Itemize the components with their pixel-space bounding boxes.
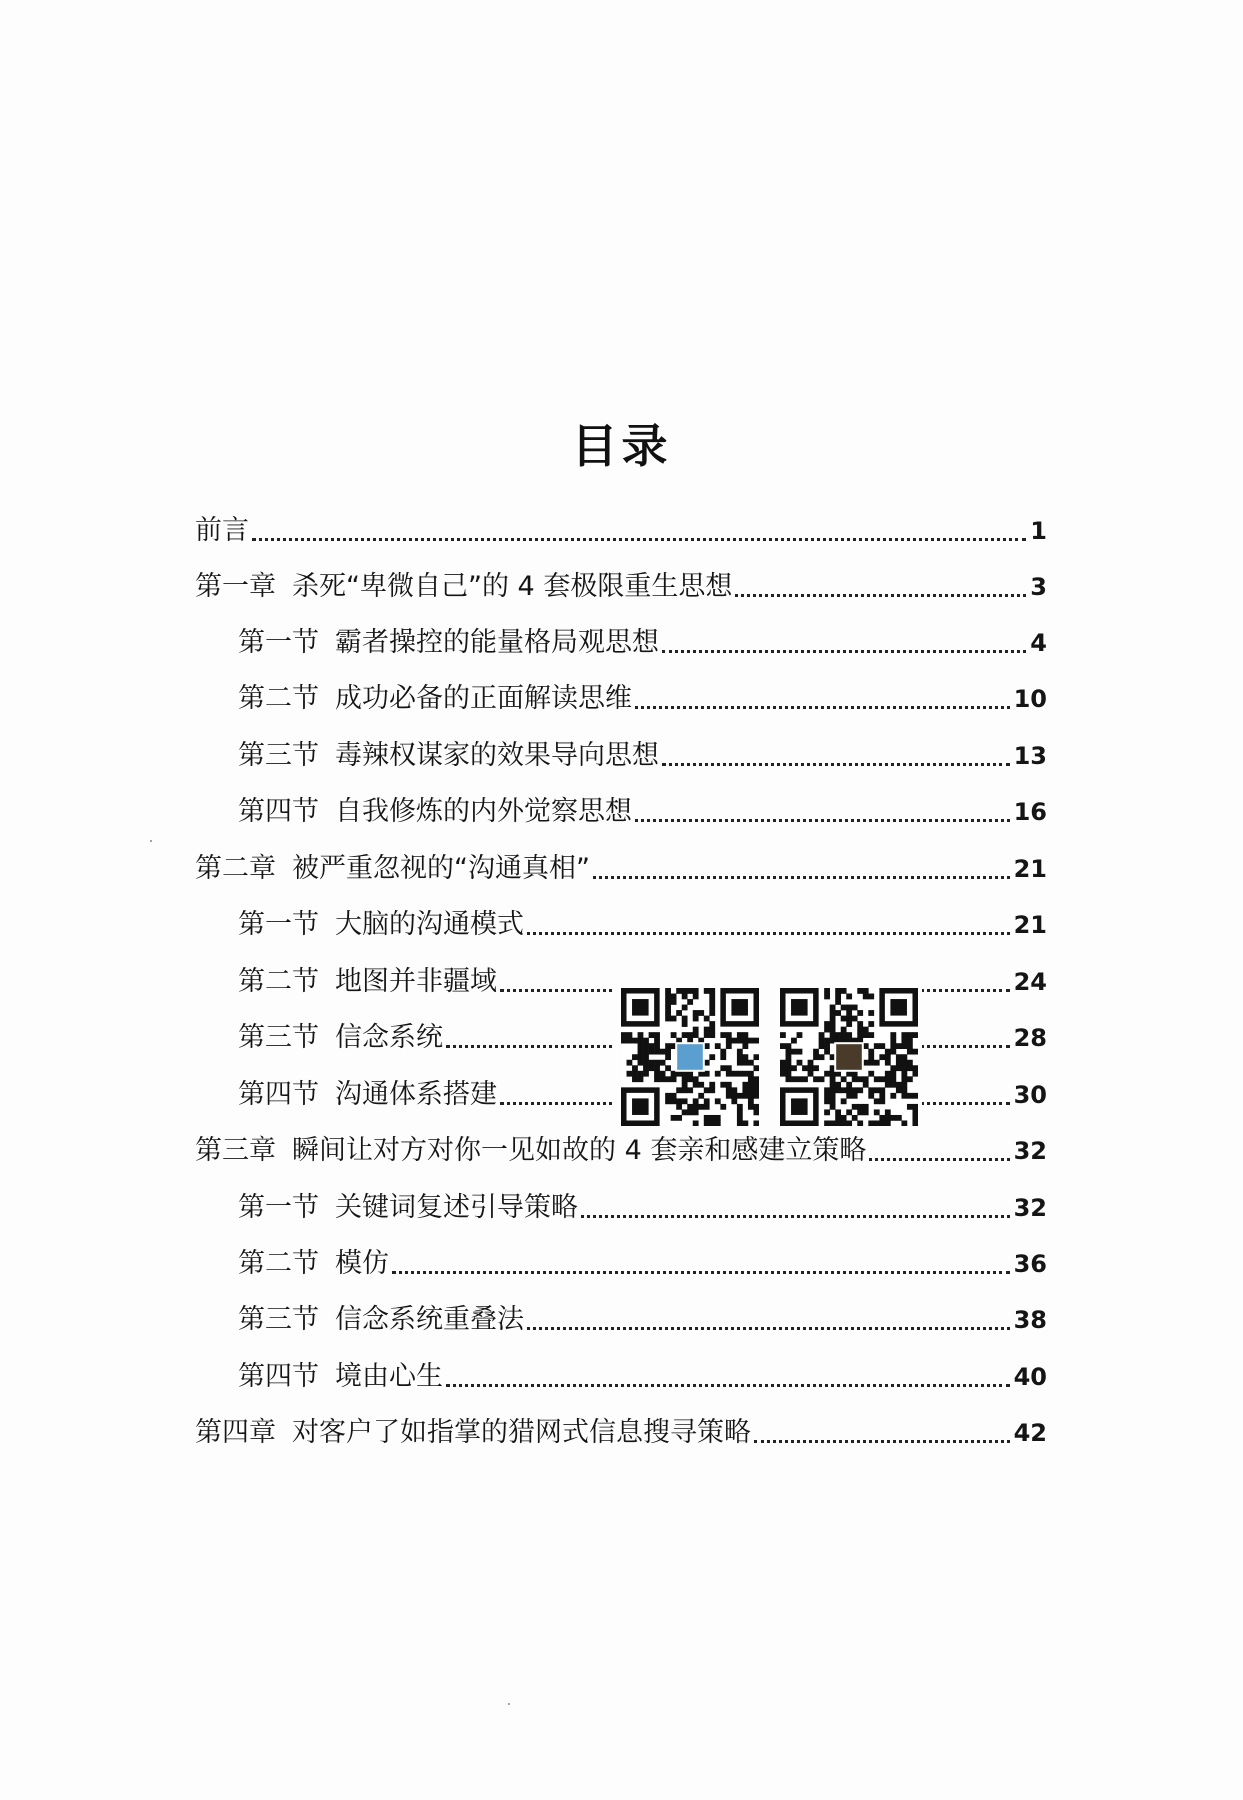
toc-page-number: 21 (1013, 911, 1047, 939)
dot-leader (593, 875, 1010, 879)
dot-leader (754, 1439, 1010, 1443)
toc-entry-text: 成功必备的正面解读思维 (335, 683, 632, 714)
toc-page-number: 4 (1030, 629, 1047, 657)
toc-entry-prefix: 第一节 (238, 1192, 319, 1223)
toc-page-number: 38 (1013, 1306, 1047, 1334)
toc-entry-section-3-4[interactable] (238, 1354, 1047, 1394)
toc-entry-preface[interactable] (195, 508, 1047, 548)
dot-leader (735, 593, 1026, 597)
toc-entry-text: 关键词复述引导策略 (335, 1192, 578, 1223)
toc-entry-prefix: 第一节 (238, 909, 319, 940)
toc-entry-prefix: 第四节 (238, 1079, 319, 1110)
toc-entry-section-3-3[interactable] (238, 1297, 1047, 1337)
toc-entry-text: 模仿 (335, 1248, 389, 1279)
toc-entry-prefix: 第三节 (238, 1304, 319, 1335)
toc-page-number: 32 (1013, 1194, 1047, 1222)
toc-entry-prefix: 第四节 (238, 796, 319, 827)
toc-entry-text: 毒辣权谋家的效果导向思想 (335, 740, 659, 771)
toc-page-number: 3 (1030, 573, 1047, 601)
page-title: 目录 (571, 419, 672, 473)
toc-entry-prefix: 第三节 (238, 740, 319, 771)
toc-page-number: 16 (1013, 798, 1047, 826)
toc-page-number: 24 (1013, 968, 1047, 996)
toc-entry-text: 对客户了如指掌的猎网式信息搜寻策略 (292, 1417, 751, 1448)
scan-speck (150, 840, 152, 842)
toc-entry-text: 沟通体系搭建 (335, 1079, 497, 1110)
toc-entry-text: 信念系统 (335, 1022, 443, 1053)
dot-leader (527, 1326, 1010, 1330)
toc-page-number: 28 (1013, 1024, 1047, 1052)
toc-entry-text: 境由心生 (335, 1361, 443, 1392)
toc-page-number: 1 (1030, 517, 1047, 545)
dot-leader (869, 1157, 1009, 1161)
scan-speck (508, 1703, 510, 1705)
toc-entry-chapter-2[interactable] (195, 846, 1047, 886)
toc-entry-prefix: 第三章 (195, 1135, 276, 1166)
toc-page-number: 10 (1013, 685, 1047, 713)
toc-entry-prefix: 第二节 (238, 966, 319, 997)
toc-page-number: 32 (1013, 1137, 1047, 1165)
toc-page-number: 30 (1013, 1081, 1047, 1109)
qr-pattern (621, 988, 759, 1126)
toc-entry-prefix: 第四章 (195, 1417, 276, 1448)
toc-entry-section-3-2[interactable] (238, 1241, 1047, 1281)
toc-page-number: 42 (1013, 1419, 1047, 1447)
qr-pattern (780, 988, 918, 1126)
toc-entry-text: 信念系统重叠法 (335, 1304, 524, 1335)
toc-page-number: 13 (1013, 742, 1047, 770)
toc-entry-text: 大脑的沟通模式 (335, 909, 524, 940)
toc-entry-prefix: 第三节 (238, 1022, 319, 1053)
toc-entry-section-3-1[interactable] (238, 1185, 1047, 1225)
toc-page-number: 21 (1013, 855, 1047, 883)
qr-center-logo-icon (835, 1043, 863, 1071)
toc-entry-text: 杀死“卑微自己”的 4 套极限重生思想 (292, 571, 733, 602)
toc-entry-prefix: 第一节 (238, 627, 319, 658)
toc-entry-section-1-4[interactable] (238, 789, 1047, 829)
toc-entry-prefix: 第四节 (238, 1361, 319, 1392)
dot-leader (581, 1214, 1010, 1218)
toc-page-number: 40 (1013, 1363, 1047, 1391)
toc-entry-section-1-1[interactable] (238, 620, 1047, 660)
dot-leader (635, 705, 1010, 709)
left-qr-code[interactable] (621, 988, 759, 1126)
toc-entry-prefix: 第一章 (195, 571, 276, 602)
toc-entry-prefix: 第二节 (238, 1248, 319, 1279)
toc-entry-section-2-1[interactable] (238, 902, 1047, 942)
toc-entry-prefix: 第二节 (238, 683, 319, 714)
toc-entry-text: 瞬间让对方对你一见如故的 4 套亲和感建立策略 (292, 1135, 867, 1166)
right-qr-code[interactable] (780, 988, 918, 1126)
toc-entry-chapter-3[interactable] (195, 1128, 1047, 1168)
toc-page-number: 36 (1013, 1250, 1047, 1278)
dot-leader (252, 537, 1026, 541)
toc-entry-section-1-3[interactable] (238, 733, 1047, 773)
dot-leader (662, 762, 1010, 766)
dot-leader (446, 1383, 1010, 1387)
toc-entry-chapter-1[interactable] (195, 564, 1047, 604)
toc-entry-text: 自我修炼的内外觉察思想 (335, 796, 632, 827)
dot-leader (662, 649, 1026, 653)
toc-entry-text: 地图并非疆域 (335, 966, 497, 997)
toc-entry-chapter-4[interactable] (195, 1410, 1047, 1450)
toc-entry-text: 被严重忽视的“沟通真相” (292, 853, 590, 884)
dot-leader (635, 818, 1010, 822)
toc-entry-text: 霸者操控的能量格局观思想 (335, 627, 659, 658)
qr-center-logo-icon (676, 1043, 704, 1071)
toc-entry-section-1-2[interactable] (238, 676, 1047, 716)
dot-leader (392, 1270, 1010, 1274)
dot-leader (527, 931, 1010, 935)
toc-entry-prefix: 第二章 (195, 853, 276, 884)
toc-entry-text: 前言 (195, 515, 249, 546)
